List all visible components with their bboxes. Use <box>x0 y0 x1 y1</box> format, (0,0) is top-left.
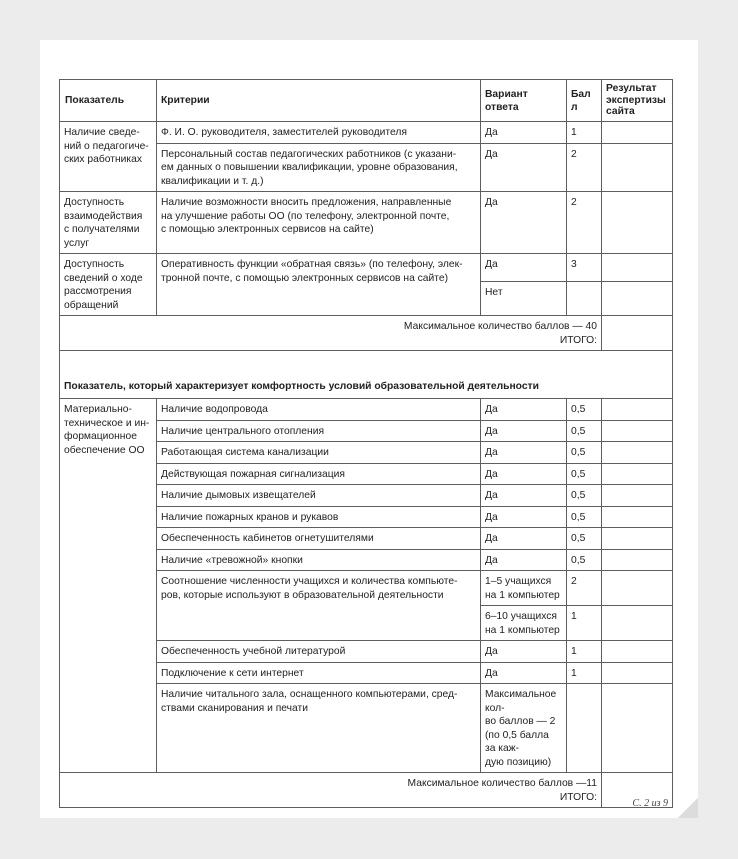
result-cell[interactable] <box>602 143 673 192</box>
table-row <box>60 399 673 421</box>
max-total-text: Максимальное количество баллов —11 <box>407 778 597 789</box>
answer-cell: Да <box>481 442 567 464</box>
score-cell: 2 <box>567 143 602 192</box>
criterion-cell: Обеспеченность учебной литературой <box>157 641 481 663</box>
result-cell[interactable] <box>602 442 673 464</box>
section-title-row <box>60 351 673 399</box>
answer-cell: Да <box>481 143 567 192</box>
criterion-cell: Соотношение численности учащихся и количества компьюте- ров, которые используют в образовательной деятельности <box>157 571 481 641</box>
criterion-cell: Оперативность функции «обратная связь» (по телефону, элек- тронной почте, с помощью электронных сервисов на сайте) <box>157 254 481 316</box>
answer-cell: Нет <box>481 282 567 316</box>
document-page <box>40 40 698 818</box>
criterion-cell: Наличие возможности вносить предложения, направленные на улучшение работы ОО (по телефону, электронной почте, с помощью электронных сервисов на сайте) <box>157 192 481 254</box>
score-cell: 1 <box>567 606 602 641</box>
answer-cell: Да <box>481 420 567 442</box>
total-cell <box>60 316 602 351</box>
itogo-label: ИТОГО: <box>559 791 597 803</box>
answer-cell: Да <box>481 549 567 571</box>
indicator-cell: Наличие сведе- ний о педагогиче- ских работниках <box>60 122 157 192</box>
score-cell: 2 <box>567 571 602 606</box>
result-cell[interactable] <box>602 282 673 316</box>
table-header-row <box>60 80 673 122</box>
header-indicator: Показатель <box>60 80 157 122</box>
criterion-cell: Обеспеченность кабинетов огнетушителями <box>157 528 481 550</box>
answer-cell: Да <box>481 485 567 507</box>
score-cell: 0,5 <box>567 442 602 464</box>
result-cell[interactable] <box>602 122 673 144</box>
score-cell: 0,5 <box>567 399 602 421</box>
header-criteria: Критерии <box>157 80 481 122</box>
score-cell: 0,5 <box>567 485 602 507</box>
result-cell[interactable] <box>602 549 673 571</box>
result-cell[interactable] <box>602 420 673 442</box>
itogo-label: ИТОГО: <box>559 334 597 346</box>
result-cell[interactable] <box>602 399 673 421</box>
result-cell[interactable] <box>602 463 673 485</box>
answer-cell: Да <box>481 192 567 254</box>
score-cell: 0,5 <box>567 463 602 485</box>
total-result-cell[interactable] <box>602 316 673 351</box>
score-cell: 0,5 <box>567 549 602 571</box>
result-cell[interactable] <box>602 485 673 507</box>
score-cell: 0,5 <box>567 528 602 550</box>
indicator-cell: Доступность сведений о ходе рассмотрения обращений <box>60 254 157 316</box>
indicator-cell: Материально- техническое и ин- формационное обеспечение ОО <box>60 399 157 773</box>
result-cell[interactable] <box>602 192 673 254</box>
result-cell[interactable] <box>602 662 673 684</box>
answer-cell: Да <box>481 528 567 550</box>
result-cell[interactable] <box>602 571 673 606</box>
header-answer: Вариант ответа <box>481 80 567 122</box>
page-fold-corner <box>678 798 698 818</box>
answer-cell: 6–10 учащихся на 1 компьютер <box>481 606 567 641</box>
criterion-cell: Наличие водопровода <box>157 399 481 421</box>
header-score: Балл <box>567 80 602 122</box>
score-cell: 1 <box>567 662 602 684</box>
answer-cell: Максимальное кол- во баллов — 2 (по 0,5 балла за каж- дую позицию) <box>481 684 567 773</box>
score-cell: 1 <box>567 641 602 663</box>
criterion-cell: Действующая пожарная сигнализация <box>157 463 481 485</box>
answer-cell: Да <box>481 254 567 282</box>
header-result: Результат экспертизы сайта <box>602 80 673 122</box>
max-total-text: Максимальное количество баллов — 40 <box>403 321 597 332</box>
criterion-cell: Ф. И. О. руководителя, заместителей руководителя <box>157 122 481 144</box>
criterion-cell: Наличие дымовых извещателей <box>157 485 481 507</box>
answer-cell: Да <box>481 463 567 485</box>
criterion-cell: Подключение к сети интернет <box>157 662 481 684</box>
page-number: С. 2 из 9 <box>632 798 668 809</box>
table-row <box>60 254 673 282</box>
criterion-cell: Наличие читального зала, оснащенного компьютерами, сред- ствами сканирования и печати <box>157 684 481 773</box>
section-title: Показатель, который характеризует комфортность условий образовательной деятельности <box>60 351 673 399</box>
score-cell: 0,5 <box>567 420 602 442</box>
score-cell <box>567 684 602 773</box>
answer-cell: Да <box>481 641 567 663</box>
table-row <box>60 192 673 254</box>
expertise-table <box>59 79 673 808</box>
score-cell: 3 <box>567 254 602 282</box>
criterion-cell: Персональный состав педагогических работников (с указани- ем данных о повышении квалификации, уровне образования, квалификации и т. д.) <box>157 143 481 192</box>
result-cell[interactable] <box>602 506 673 528</box>
criterion-cell: Работающая система канализации <box>157 442 481 464</box>
criterion-cell: Наличие «тревожной» кнопки <box>157 549 481 571</box>
answer-cell: Да <box>481 662 567 684</box>
result-cell[interactable] <box>602 528 673 550</box>
answer-cell: Да <box>481 122 567 144</box>
criterion-cell: Наличие центрального отопления <box>157 420 481 442</box>
total-row <box>60 316 673 351</box>
score-cell: 2 <box>567 192 602 254</box>
answer-cell: Да <box>481 506 567 528</box>
score-cell: 0,5 <box>567 506 602 528</box>
total-row <box>60 773 673 808</box>
result-cell[interactable] <box>602 684 673 773</box>
result-cell[interactable] <box>602 254 673 282</box>
criterion-cell: Наличие пожарных кранов и рукавов <box>157 506 481 528</box>
indicator-cell: Доступность взаимодействия с получателями услуг <box>60 192 157 254</box>
answer-cell: 1–5 учащихся на 1 компьютер <box>481 571 567 606</box>
result-cell[interactable] <box>602 641 673 663</box>
total-cell <box>60 773 602 808</box>
score-cell <box>567 282 602 316</box>
answer-cell: Да <box>481 399 567 421</box>
table-row <box>60 122 673 144</box>
result-cell[interactable] <box>602 606 673 641</box>
score-cell: 1 <box>567 122 602 144</box>
